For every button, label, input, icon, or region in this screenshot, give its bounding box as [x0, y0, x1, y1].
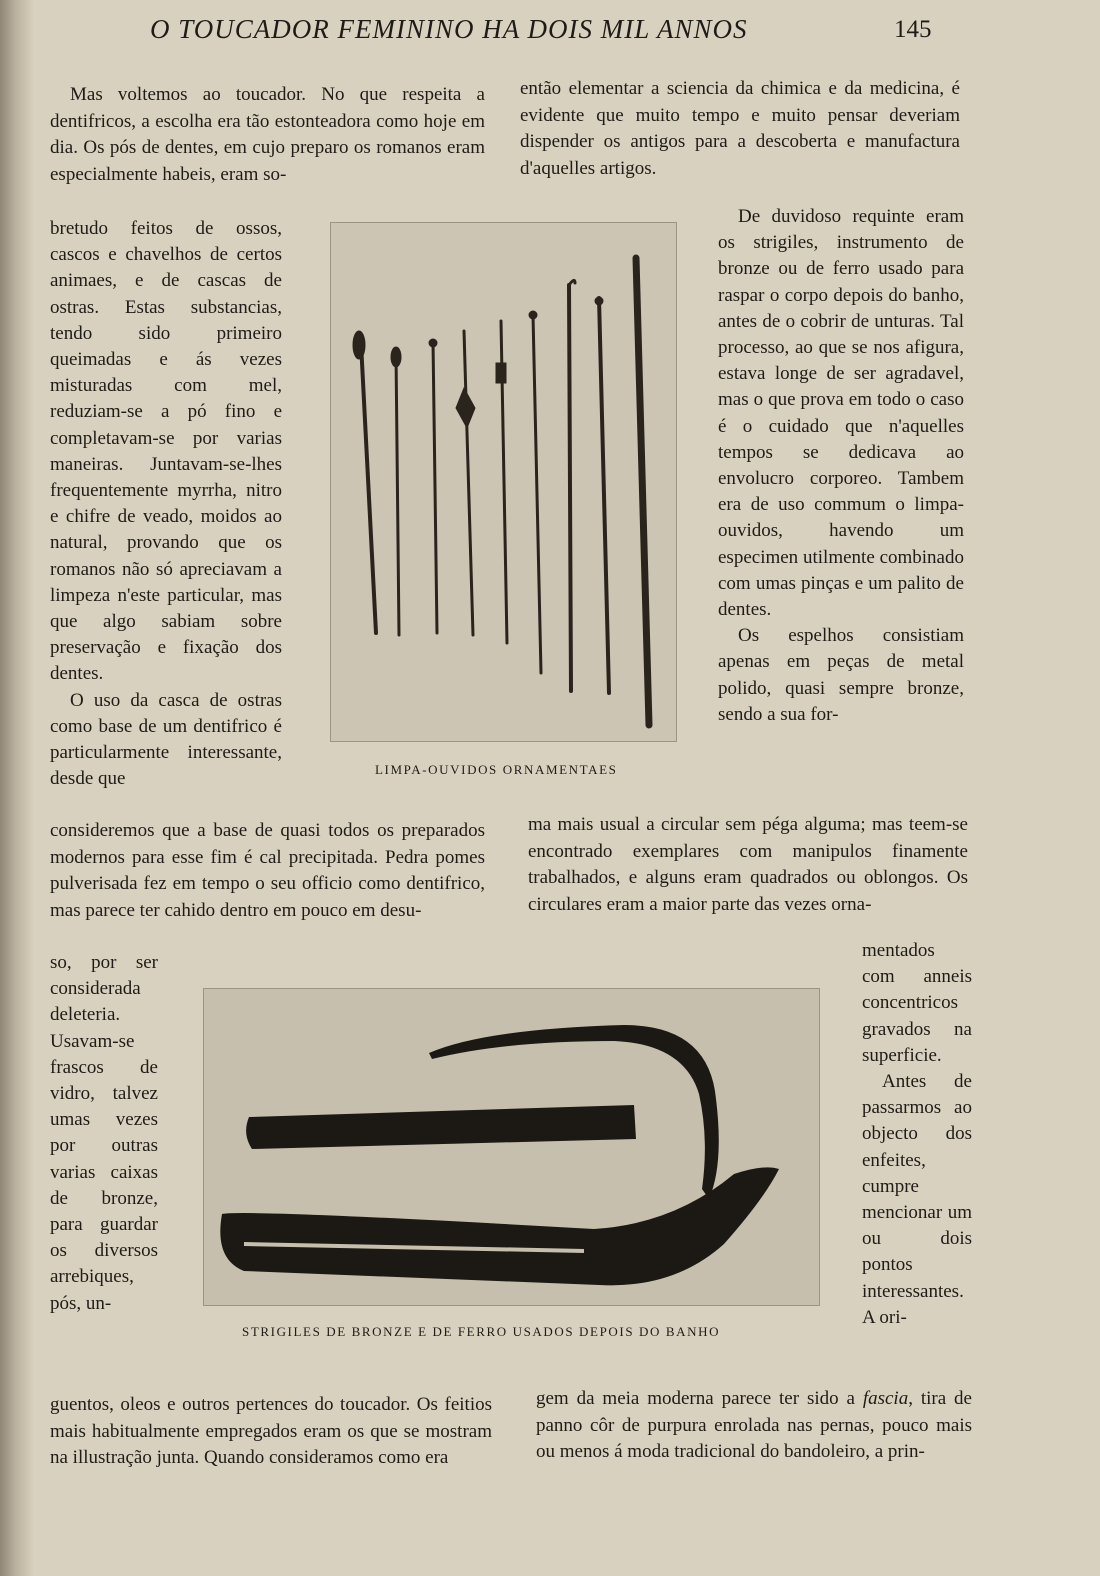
- ear-cleaners-illustration: [331, 223, 676, 741]
- paragraph: consideremos que a base de quasi todos os preparados modernos para esse fim é cal precipitada. Pedra pomes pulverisada fez em tempo o seu officio como dentifrico, mas parece ter cahido dentro em pouco em desu-: [50, 820, 485, 921]
- text-run: , tira de panno côr de purpura enrolada nas pernas, pouco mais ou menos á moda tradicional do bandoleiro, a prin-: [536, 1388, 972, 1463]
- book-spine-shadow: [0, 0, 34, 1576]
- ear-cleaners-caption: LIMPA-OUVIDOS ORNAMENTAES: [375, 762, 618, 777]
- paragraph: [536, 1386, 972, 1466]
- paragraph: O uso da casca de ostras como base de um dentifrico é particularmente interessante, desde que: [50, 689, 282, 790]
- left-column-narrow: [50, 216, 282, 792]
- strigils-illustration: [204, 989, 819, 1305]
- strigils-caption: STRIGILES DE BRONZE E DE FERRO USADOS DEPOIS DO BANHO: [242, 1324, 721, 1339]
- text-run: gem da meia moderna parece ter sido a: [536, 1388, 863, 1409]
- ear-cleaners-photo: [330, 222, 677, 742]
- italic-term: fascia: [862, 1388, 909, 1409]
- paragraph: então elementar a sciencia da chimica e da medicina, é evidente que muito tempo e muito pensar deveriam dispender os antigos para a descoberta e manufactura d'aquelles artigos.: [520, 78, 960, 179]
- right-column-mid: [528, 812, 968, 918]
- right-column-top: [520, 76, 960, 182]
- paragraph: Antes de passarmos ao objecto dos enfeites, cumpre mencionar um ou dois pontos interessantes. A ori-: [862, 1071, 972, 1328]
- paragraph: guentos, oleos e outros pertences do toucador. Os feitios mais habitualmente empregados eram os que se mostram na illustração junta. Quando consideramos como era: [50, 1394, 492, 1469]
- running-head: O TOUCADOR FEMININO HA DOIS MIL ANNOS: [150, 14, 748, 44]
- paragraph: so, por ser considerada deleteria. Usavam-se frascos de vidro, talvez umas vezes por outras varias caixas de bronze, para guardar os diversos arrebiques, pós, un-: [50, 952, 158, 1314]
- paragraph: ma mais usual a circular sem péga alguma; mas teem-se encontrado exemplares com manipulos finamente trabalhados, e alguns eram quadrados ou oblongos. Os circulares eram a maior parte das vezes orna-: [528, 814, 968, 915]
- right-column-narrow: [718, 204, 964, 728]
- strigils-photo: [203, 988, 820, 1306]
- paragraph: mentados com anneis concentricos gravados na superficie.: [862, 940, 972, 1066]
- left-column-bottom: [50, 1392, 492, 1472]
- paragraph: bretudo feitos de ossos, cascos e chavelhos de certos animaes, e de cascas de ostras. Estas substancias, tendo sido primeiro queimadas e ás vezes misturadas com mel, reduziam-se a pó fino e completavam-se por varias maneiras. Juntavam-se-lhes frequentemente myrrha, nitro e chifre de veado, moidos ao natural, provando que os romanos não só apreciavam a limpeza n'este particular, mas que algo sabiam sobre preservação e fixação dos dentes.: [50, 218, 282, 685]
- left-column-mid: [50, 818, 485, 924]
- right-column-bottom: [536, 1386, 972, 1466]
- page-number: 145: [894, 16, 932, 43]
- paragraph: De duvidoso requinte eram os strigiles, instrumento de bronze ou de ferro usado para raspar o corpo depois do banho, antes de o cobrir de unturas. Tal processo, ao que se nos afigura, estava longe de ser agradavel, mas o que prova em todo o caso é o cuidado que n'aquelles tempos se dedicava ao envolucro corporeo. Tambem era de uso commum o limpa-ouvidos, havendo um especimen utilmente combinado com umas pinças e um palito de dentes.: [718, 206, 964, 621]
- right-column-strip: [862, 938, 972, 1331]
- left-column-strip: [50, 950, 158, 1317]
- paragraph: Os espelhos consistiam apenas em peças de metal polido, quasi sempre bronze, sendo a sua for-: [718, 625, 964, 725]
- paragraph: Mas voltemos ao toucador. No que respeita a dentifricos, a escolha era tão estonteadora como hoje em dia. Os pós de dentes, em cujo preparo os romanos eram especialmente habeis, eram so-: [50, 84, 485, 185]
- left-column-top: [50, 82, 485, 188]
